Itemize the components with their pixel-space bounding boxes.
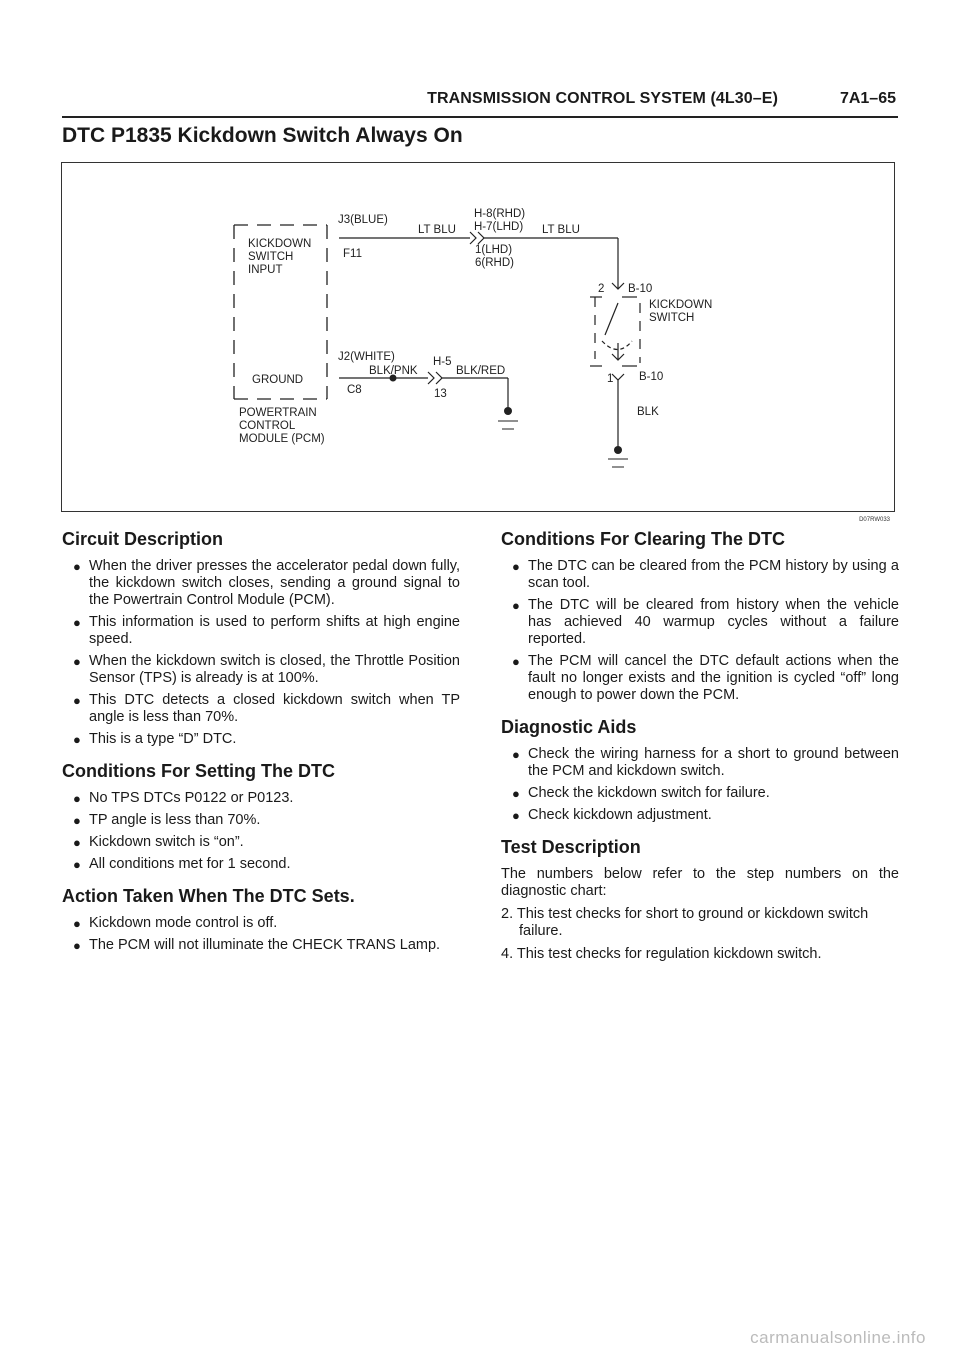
heading-test-description: Test Description xyxy=(501,837,641,857)
label-lt-blu-1: LT BLU xyxy=(418,224,456,236)
bullet-icon: ● xyxy=(73,835,81,850)
bullet-icon: ● xyxy=(73,693,81,708)
heading-circuit-description: Circuit Description xyxy=(62,529,224,549)
bullet-icon: ● xyxy=(73,615,81,630)
label-ground: GROUND xyxy=(252,374,304,386)
label-pin2: 2 xyxy=(598,283,605,295)
heading-diagnostic-aids: Diagnostic Aids xyxy=(501,717,637,737)
wire-blk-pnk xyxy=(339,372,508,408)
bullet-icon: ● xyxy=(73,813,81,828)
bullet-icon: ● xyxy=(73,916,81,931)
list-item: ● No TPS DTCs P0122 or P0123. xyxy=(73,790,294,806)
right-column xyxy=(501,528,899,969)
test-step: 4. This test checks for regulation kickdown switch. xyxy=(501,946,822,962)
wire-blk xyxy=(612,374,624,448)
page-header xyxy=(62,86,898,118)
bullet-icon: ● xyxy=(512,559,520,574)
list-item: ● All conditions met for 1 second. xyxy=(73,856,291,872)
list-action-taken xyxy=(62,915,460,954)
bullet-icon: ● xyxy=(512,747,520,762)
bullet-icon: ● xyxy=(73,559,81,574)
list-item: ● When the driver presses the accelerator pedal down fully, the kickdown switch closes, sending a ground signal to the Powertrain Control Module (PCM). xyxy=(73,558,460,608)
label-h7: H-7(LHD) xyxy=(474,221,524,233)
list-item: ● Kickdown switch is “on”. xyxy=(73,834,244,850)
label-b10-top: B-10 xyxy=(628,283,653,295)
label-kd-input-2: SWITCH xyxy=(248,251,294,263)
wiring-diagram xyxy=(61,162,895,523)
list-item: ● TP angle is less than 70%. xyxy=(73,812,261,828)
list-item: ● When the kickdown switch is closed, the Throttle Position Sensor (TPS) is already is at 100%. xyxy=(73,653,460,686)
heading-conditions-clearing: Conditions For Clearing The DTC xyxy=(501,529,785,549)
label-j3: J3(BLUE) xyxy=(338,214,388,226)
label-j2: J2(WHITE) xyxy=(338,351,395,363)
test-description-intro: The numbers below refer to the step numbers on the diagnostic chart: xyxy=(501,866,899,899)
bullet-icon: ● xyxy=(73,857,81,872)
header-title: TRANSMISSION CONTROL SYSTEM (4L30–E) xyxy=(427,90,778,107)
test-step: 2. This test checks for short to ground or kickdown switch failure. xyxy=(501,906,869,939)
bullet-icon: ● xyxy=(73,938,81,953)
label-blk: BLK xyxy=(637,406,659,418)
list-item: ● Check kickdown adjustment. xyxy=(512,807,712,823)
list-item: ● Kickdown mode control is off. xyxy=(73,915,278,931)
label-pin1: 1 xyxy=(607,373,614,385)
bullet-icon: ● xyxy=(512,654,520,669)
bullet-icon: ● xyxy=(512,598,520,613)
label-kd-input-1: KICKDOWN xyxy=(248,238,312,250)
page-title: DTC P1835 Kickdown Switch Always On xyxy=(62,124,463,147)
label-c8: C8 xyxy=(347,384,362,396)
list-diagnostic-aids xyxy=(501,746,899,824)
list-item: ● This DTC detects a closed kickdown switch when TP angle is less than 70%. xyxy=(73,692,460,725)
label-pcm-3: MODULE (PCM) xyxy=(239,433,325,445)
label-lhd: 1(LHD) xyxy=(475,244,513,256)
label-kd-switch-2: SWITCH xyxy=(649,312,695,324)
label-blk-pnk: BLK/PNK xyxy=(369,365,418,377)
label-h8: H-8(RHD) xyxy=(474,208,526,220)
bullet-icon: ● xyxy=(512,786,520,801)
label-pcm-2: CONTROL xyxy=(239,420,296,432)
list-item: ● Check the kickdown switch for failure. xyxy=(512,785,770,801)
ground-symbol-switch xyxy=(608,459,628,467)
label-blk-red: BLK/RED xyxy=(456,365,506,377)
list-item: ● The DTC can be cleared from the PCM history by using a scan tool. xyxy=(512,558,899,591)
list-item: ● Check the wiring harness for a short to ground between the PCM and kickdown switch. xyxy=(512,746,899,779)
label-h5: H-5 xyxy=(433,356,452,368)
ground-dot-switch xyxy=(614,446,622,454)
list-item: ● The DTC will be cleared from history when the vehicle has achieved 40 warmup cycles without a failure reported. xyxy=(512,597,899,647)
figure-id: D07RW033 xyxy=(859,517,890,523)
label-kd-input-3: INPUT xyxy=(248,264,283,276)
list-conditions-setting xyxy=(62,790,460,873)
list-item: ● This is a type “D” DTC. xyxy=(73,731,237,747)
bullet-icon: ● xyxy=(512,808,520,823)
list-item: ● This information is used to perform shifts at high engine speed. xyxy=(73,614,460,647)
list-item: ● The PCM will cancel the DTC default actions when the fault no longer exists and the ignition is cycled “off” long enough to power down the PCM. xyxy=(512,653,899,703)
ground-dot-pcm xyxy=(504,407,512,415)
ground-symbol-pcm xyxy=(498,421,518,429)
list-circuit-description xyxy=(62,558,460,748)
bullet-icon: ● xyxy=(73,654,81,669)
kickdown-switch-box xyxy=(590,297,640,366)
label-lt-blu-2: LT BLU xyxy=(542,224,580,236)
label-rhd: 6(RHD) xyxy=(475,257,514,269)
heading-conditions-setting: Conditions For Setting The DTC xyxy=(62,761,335,781)
list-item: ● The PCM will not illuminate the CHECK TRANS Lamp. xyxy=(73,937,441,953)
left-column xyxy=(62,528,460,966)
bullet-icon: ● xyxy=(73,791,81,806)
label-f11: F11 xyxy=(343,248,362,260)
wiring-diagram-svg xyxy=(62,163,896,513)
watermark: carmanualsonline.info xyxy=(750,1328,926,1347)
list-conditions-clearing xyxy=(501,558,899,704)
heading-action-taken: Action Taken When The DTC Sets. xyxy=(62,886,355,906)
label-b10-bot: B-10 xyxy=(639,371,664,383)
label-kd-switch-1: KICKDOWN xyxy=(649,299,713,311)
bullet-icon: ● xyxy=(73,732,81,747)
label-13: 13 xyxy=(434,388,447,400)
header-page-number: 7A1–65 xyxy=(839,90,896,107)
label-pcm-1: POWERTRAIN xyxy=(239,407,317,419)
